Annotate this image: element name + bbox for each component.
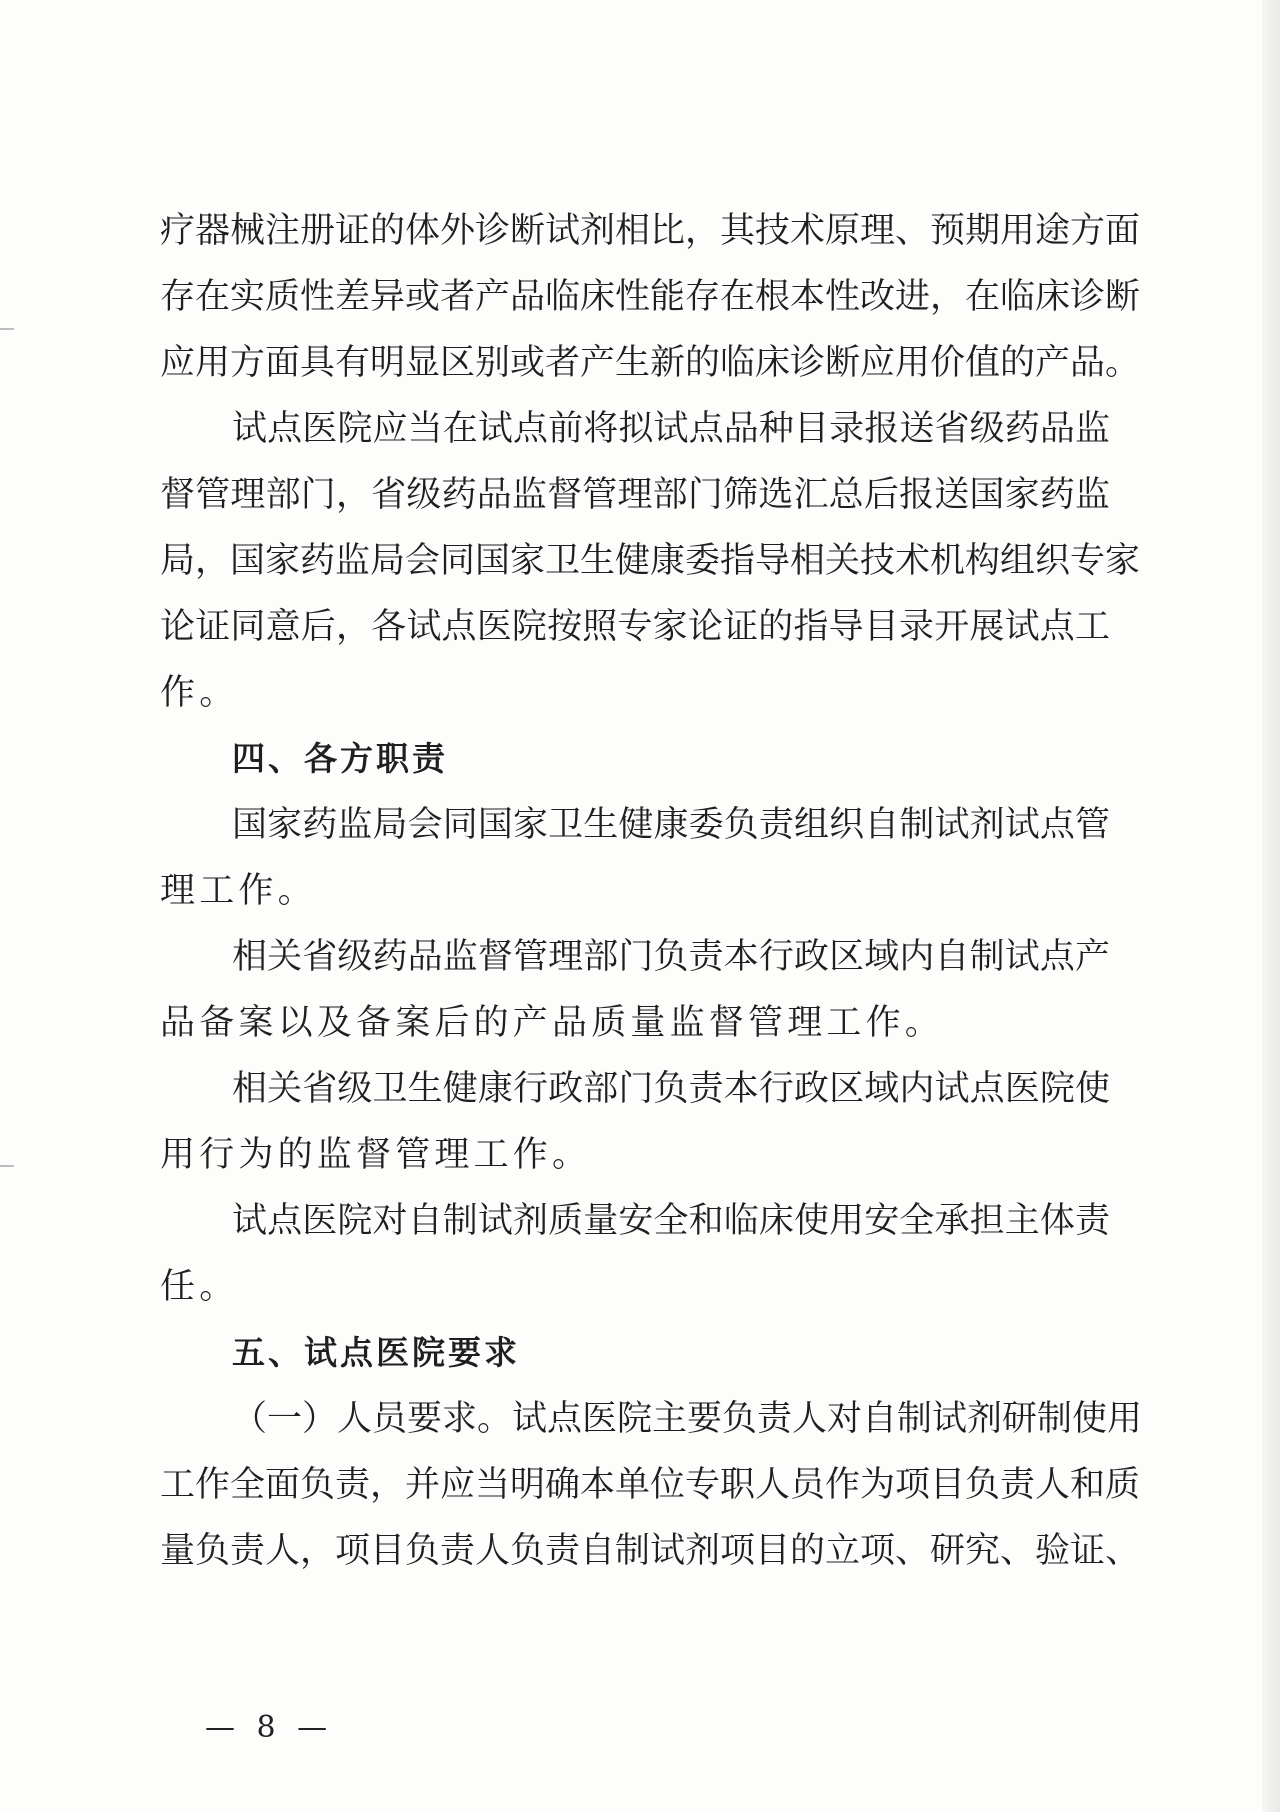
paragraph-line: 疗器械注册证的体外诊断试剂相比，其技术原理、预期用途方面 bbox=[160, 211, 1141, 251]
paragraph-line: 相关省级药品监督管理部门负责本行政区域内自制试点产 bbox=[232, 937, 1110, 977]
paragraph-line: 工作全面负责，并应当明确本单位专职人员作为项目负责人和质 bbox=[160, 1465, 1141, 1505]
document-body bbox=[160, 198, 1143, 1584]
paragraph-line: 试点医院对自制试剂质量安全和临床使用安全承担主体责 bbox=[232, 1201, 1110, 1241]
paragraph-line: 作。 bbox=[160, 673, 239, 713]
paragraph-line: 理工作。 bbox=[160, 871, 317, 911]
section-heading: 五、试点医院要求 bbox=[232, 1333, 520, 1372]
paragraph-line: 局，国家药监局会同国家卫生健康委指导相关技术机构组织专家 bbox=[160, 541, 1141, 581]
paragraph-line: 品备案以及备案后的产品质量监督管理工作。 bbox=[160, 1003, 945, 1043]
paragraph-line: 论证同意后，各试点医院按照专家论证的指导目录开展试点工 bbox=[160, 607, 1110, 647]
scan-margin-mark bbox=[0, 328, 14, 330]
paragraph-line: 应用方面具有明显区别或者产生新的临床诊断应用价值的产品。 bbox=[160, 343, 1141, 383]
paragraph-line: 试点医院应当在试点前将拟试点品种目录报送省级药品监 bbox=[232, 409, 1110, 449]
paragraph-line: 用行为的监督管理工作。 bbox=[160, 1135, 592, 1175]
paragraph-line: 督管理部门，省级药品监督管理部门筛选汇总后报送国家药监 bbox=[160, 475, 1110, 515]
paragraph-line: 相关省级卫生健康行政部门负责本行政区域内试点医院使 bbox=[232, 1069, 1110, 1109]
paragraph-line: 量负责人，项目负责人负责自制试剂项目的立项、研究、验证、 bbox=[160, 1531, 1141, 1571]
page-number: — 8 — bbox=[205, 1710, 334, 1745]
scan-edge-shadow bbox=[1262, 0, 1280, 1812]
scan-margin-mark bbox=[0, 1165, 14, 1167]
paragraph-line: （一）人员要求。试点医院主要负责人对自制试剂研制使用 bbox=[232, 1399, 1143, 1439]
paragraph-line: 存在实质性差异或者产品临床性能存在根本性改进，在临床诊断 bbox=[160, 277, 1141, 317]
paragraph-line: 国家药监局会同国家卫生健康委负责组织自制试剂试点管 bbox=[232, 805, 1110, 845]
section-heading: 四、各方职责 bbox=[232, 739, 448, 778]
paragraph-line: 任。 bbox=[160, 1267, 239, 1307]
